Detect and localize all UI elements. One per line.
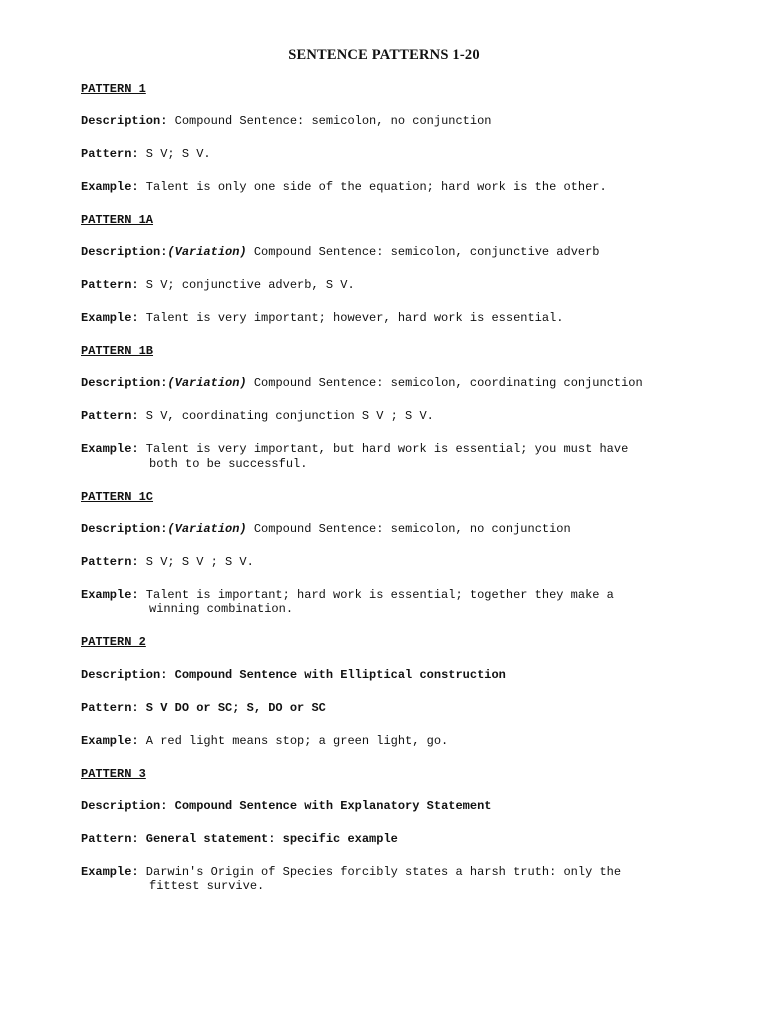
pattern-2-description: [81, 668, 506, 683]
pattern-1c-example: [81, 588, 614, 603]
pattern-label: Pattern:: [81, 555, 139, 569]
pattern-1-description: [81, 114, 491, 129]
pattern-label: Pattern:: [81, 147, 139, 161]
pattern-3-description: [81, 799, 491, 814]
pattern-1-heading: PATTERN 1: [81, 82, 146, 96]
pattern-2-pattern: [81, 701, 326, 716]
description-label: Description:: [81, 376, 168, 390]
example-label: Example:: [81, 588, 139, 602]
pattern-3-example-continued: fittest survive.: [149, 879, 265, 893]
pattern-label: Pattern:: [81, 278, 139, 292]
pattern-1b-example-continued: both to be successful.: [149, 457, 308, 471]
description-label: Description:: [81, 668, 168, 682]
pattern-1a-pattern: [81, 278, 355, 293]
description-text: Compound Sentence with Elliptical construction: [167, 668, 506, 682]
pattern-2-example: [81, 734, 448, 749]
variation-label: (Variation): [167, 245, 247, 259]
example-text: Talent is very important; however, hard work is essential.: [138, 311, 564, 325]
pattern-1a-heading: PATTERN 1A: [81, 213, 154, 227]
description-text: Compound Sentence: semicolon, conjunctive adverb: [246, 245, 600, 259]
pattern-1c-description: [81, 522, 571, 537]
description-label: Description:: [81, 245, 168, 259]
example-text: Talent is very important, but hard work is essential; you must have: [138, 442, 629, 456]
pattern-1c-heading: PATTERN 1C: [81, 490, 154, 504]
pattern-text: S V; conjunctive adverb, S V.: [138, 278, 355, 292]
pattern-2-heading: PATTERN 2: [81, 635, 146, 649]
example-label: Example:: [81, 180, 139, 194]
example-label: Example:: [81, 311, 139, 325]
pattern-1b-example: [81, 442, 628, 457]
pattern-label: Pattern:: [81, 701, 139, 715]
pattern-text: S V; S V ; S V.: [138, 555, 254, 569]
variation-label: (Variation): [167, 522, 247, 536]
page-title: SENTENCE PATTERNS 1-20: [288, 47, 480, 63]
pattern-1c-pattern: [81, 555, 254, 570]
description-label: Description:: [81, 114, 168, 128]
pattern-3-pattern: [81, 832, 398, 847]
pattern-text: General statement: specific example: [138, 832, 398, 846]
example-text: Talent is only one side of the equation; hard work is the other.: [138, 180, 607, 194]
example-label: Example:: [81, 865, 139, 879]
description-text: Compound Sentence: semicolon, no conjunction: [167, 114, 492, 128]
pattern-label: Pattern:: [81, 832, 139, 846]
pattern-1a-description: [81, 245, 600, 260]
pattern-3-example: [81, 865, 621, 880]
pattern-text: S V; S V.: [138, 147, 211, 161]
example-text: Darwin's Origin of Species forcibly states a harsh truth: only the: [138, 865, 622, 879]
variation-label: (Variation): [167, 376, 247, 390]
description-label: Description:: [81, 522, 168, 536]
description-label: Description:: [81, 799, 168, 813]
pattern-1c-example-continued: winning combination.: [149, 602, 294, 616]
pattern-text: S V DO or SC; S, DO or SC: [138, 701, 326, 715]
pattern-label: Pattern:: [81, 409, 139, 423]
example-label: Example:: [81, 442, 139, 456]
example-label: Example:: [81, 734, 139, 748]
pattern-1a-example: [81, 311, 563, 326]
pattern-text: S V, coordinating conjunction S V ; S V.: [138, 409, 434, 423]
description-text: Compound Sentence with Explanatory Statement: [167, 799, 492, 813]
pattern-1b-description: [81, 376, 643, 391]
pattern-1-pattern: [81, 147, 211, 162]
description-text: Compound Sentence: semicolon, no conjunction: [246, 522, 571, 536]
pattern-1-example: [81, 180, 607, 195]
description-text: Compound Sentence: semicolon, coordinating conjunction: [246, 376, 643, 390]
pattern-1b-pattern: [81, 409, 434, 424]
pattern-1b-heading: PATTERN 1B: [81, 344, 154, 358]
example-text: A red light means stop; a green light, go.: [138, 734, 449, 748]
pattern-3-heading: PATTERN 3: [81, 767, 146, 781]
example-text: Talent is important; hard work is essential; together they make a: [138, 588, 614, 602]
